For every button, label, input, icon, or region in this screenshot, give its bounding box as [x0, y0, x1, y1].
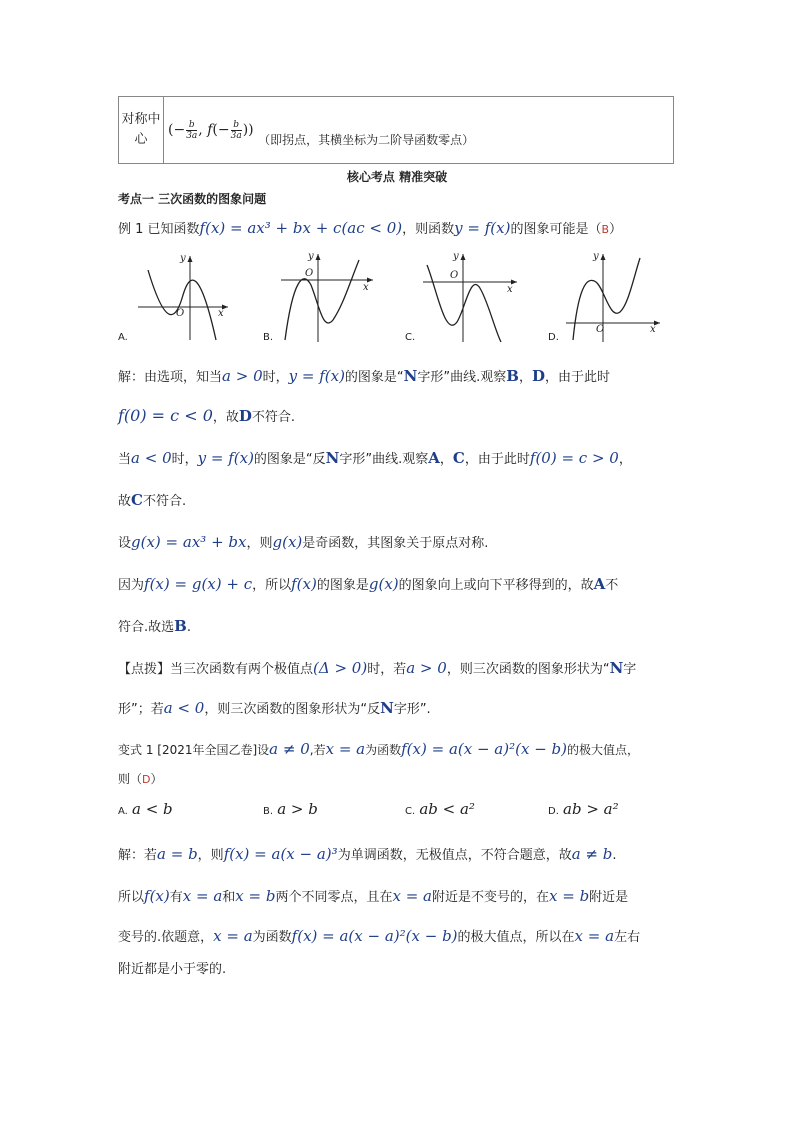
text-segment: f(0) = c > 0 — [529, 449, 619, 467]
text-segment: 字形”. — [393, 702, 431, 717]
table-header-line1: 对称中 — [121, 112, 161, 127]
variant1-answer: D — [142, 773, 151, 786]
example1-prefix: 例 1 已知函数 — [118, 222, 200, 237]
text-segment: 解：若 — [118, 848, 158, 863]
text-segment: 字形”曲线.观察 — [339, 452, 429, 467]
solution-line-4 — [118, 490, 186, 509]
text-segment: A — [593, 575, 606, 593]
example1-function: f(x) = ax³ + bx + c(ac < 0) — [199, 219, 403, 237]
text-segment: . — [612, 848, 617, 863]
variant1-options — [118, 800, 678, 822]
text-segment: ，由于此时 — [464, 452, 530, 467]
text-segment: x = a — [574, 927, 615, 945]
text-segment: a < 0 — [131, 449, 172, 467]
text-segment: a = b — [157, 845, 198, 863]
graph-c — [405, 250, 535, 346]
text-segment: ，由于此时 — [544, 370, 610, 385]
text-segment: B — [506, 367, 519, 385]
text-segment: f(0) = c < 0 — [118, 406, 213, 425]
text-segment: g(x) — [272, 533, 303, 551]
svg-text:O: O — [176, 308, 185, 319]
text-segment: 解：由选项，知当 — [118, 370, 223, 385]
text-segment: A — [428, 449, 440, 467]
text-segment: 不符合. — [251, 410, 296, 425]
variant1-option-b — [263, 800, 318, 818]
text-segment: N — [325, 449, 340, 467]
example1-mid: ，则函数 — [402, 222, 455, 237]
solution-line-6 — [118, 574, 618, 593]
solution2-line-3 — [118, 926, 640, 945]
tip-line-2 — [118, 698, 431, 717]
text-segment: ab > a² — [563, 800, 619, 818]
text-segment: x = b — [235, 887, 276, 905]
text-segment: D — [531, 367, 545, 385]
tip-line-1 — [118, 658, 636, 677]
text-segment: a < b — [131, 800, 173, 818]
text-segment: x = b — [549, 887, 590, 905]
text-segment: g(x) = ax³ + bx — [131, 533, 247, 551]
text-segment: ， — [439, 452, 453, 467]
solution2-line-1 — [118, 844, 617, 863]
text-segment: 变式 1 [2021年全国乙卷]设 — [118, 743, 270, 757]
text-segment: 则（ — [118, 772, 143, 786]
text-segment: a ≠ b — [571, 845, 613, 863]
text-segment: x = a — [325, 740, 366, 758]
text-segment: 当 — [118, 452, 132, 467]
graph-d — [548, 250, 678, 346]
graph-a-label: A. — [118, 332, 128, 343]
solution-line-3 — [118, 448, 632, 467]
text-segment: ，故 — [212, 410, 239, 425]
text-segment: 是奇函数，其图象关于原点对称. — [302, 536, 489, 551]
text-segment: 时，若 — [367, 662, 407, 677]
example1-close: ） — [609, 222, 623, 237]
text-segment: f(x) = a(x − a)³ — [223, 845, 338, 863]
solution2-line-2 — [118, 886, 628, 905]
solution-line-2 — [118, 406, 295, 425]
text-segment: 附近都是小于零的. — [118, 962, 227, 977]
text-segment: a ≠ 0 — [269, 740, 310, 758]
text-segment: 变号的.依题意， — [118, 930, 214, 945]
text-segment: a > 0 — [406, 659, 447, 677]
text-segment: 的极大值点， — [566, 743, 639, 757]
text-segment: 两个不同零点，且在 — [275, 890, 393, 905]
text-segment: 故 — [118, 494, 132, 509]
variant1-option-c — [405, 800, 475, 818]
text-segment: a < 0 — [163, 699, 205, 717]
text-segment: ） — [150, 772, 163, 786]
text-segment: y = f(x) — [197, 449, 254, 467]
text-segment: 不符合. — [142, 494, 187, 509]
text-segment: ,若 — [309, 743, 326, 757]
svg-text:O: O — [596, 324, 605, 335]
text-segment: x = a — [213, 927, 253, 945]
text-segment: 为函数 — [252, 930, 292, 945]
text-segment: 因为 — [118, 578, 145, 593]
graph-b-label: B. — [263, 332, 274, 343]
text-segment: ，则 — [246, 536, 273, 551]
text-segment: B. — [263, 806, 274, 817]
graph-a — [118, 250, 248, 346]
variant1-question — [118, 740, 639, 758]
svg-text:x: x — [218, 308, 224, 319]
text-segment: 有 — [169, 890, 183, 905]
svg-text:x: x — [363, 282, 369, 293]
text-segment: (Δ > 0) — [313, 659, 368, 677]
example1-function2: y = f(x) — [454, 219, 511, 237]
text-segment: x = a — [392, 887, 432, 905]
text-segment: D. — [548, 806, 559, 817]
text-segment: 的极大值点，所以在 — [457, 930, 575, 945]
text-segment: 的图象是“反 — [253, 452, 326, 467]
text-segment: N — [609, 659, 624, 677]
text-segment: 符合.故选 — [118, 620, 175, 635]
graph-c-label: C. — [405, 332, 416, 343]
table-header-cell — [119, 97, 164, 164]
text-segment: 【点拨】当三次函数有两个极值点 — [118, 662, 314, 677]
text-segment: f(x) — [291, 575, 317, 593]
text-segment: a > b — [277, 800, 318, 818]
solution-line-7 — [118, 616, 191, 635]
graph-d-label: D. — [548, 332, 559, 343]
text-segment: N — [403, 367, 418, 385]
text-segment: 的图象向上或向下平移得到的，故 — [398, 578, 594, 593]
svg-text:y: y — [180, 253, 186, 264]
text-segment: a > 0 — [222, 367, 263, 385]
text-segment: . — [186, 620, 191, 635]
text-segment: 设 — [118, 536, 132, 551]
svg-text:x: x — [507, 284, 513, 295]
table-content-cell — [164, 97, 674, 164]
variant1-choice-prompt — [118, 770, 163, 787]
solution2-line-4 — [118, 958, 226, 977]
section-title: 核心考点 精准突破 — [346, 170, 448, 184]
symmetry-formula: (− $\frac{b}{3a}$ , f(− $\frac{b}{3a}$ )) — [168, 119, 254, 141]
text-segment: x = a — [182, 887, 223, 905]
variant1-option-d — [548, 800, 619, 818]
text-segment: 为函数 — [365, 743, 402, 757]
table-header-line2: 心 — [134, 132, 148, 147]
text-segment: ， — [518, 370, 532, 385]
text-segment: ， — [618, 452, 632, 467]
example1-suffix: 的图象可能是（ — [510, 222, 602, 237]
text-segment: ，所以 — [252, 578, 292, 593]
text-segment: 所以 — [118, 890, 145, 905]
svg-text:O: O — [450, 270, 459, 281]
text-segment: f(x) = a(x − a)²(x − b) — [401, 740, 567, 758]
text-segment: f(x) — [144, 887, 170, 905]
graph-options — [118, 250, 678, 346]
text-segment: 时， — [171, 452, 198, 467]
text-segment: f(x) = a(x − a)²(x − b) — [291, 927, 458, 945]
text-segment: 和 — [222, 890, 236, 905]
text-segment: D — [238, 407, 252, 425]
text-segment: ab < a² — [419, 800, 475, 818]
text-segment: 字形”曲线.观察 — [417, 370, 507, 385]
graph-b — [263, 250, 393, 346]
svg-text:y: y — [593, 251, 599, 262]
text-segment: ，则 — [197, 848, 224, 863]
example1-question — [118, 218, 622, 237]
svg-text:x: x — [650, 324, 656, 335]
text-segment: 的图象是“ — [344, 370, 404, 385]
text-segment: A. — [118, 806, 128, 817]
svg-text:y: y — [308, 251, 314, 262]
symmetry-note: （即拐点，其横坐标为二阶导函数零点） — [258, 133, 475, 147]
solution-line-1 — [118, 366, 610, 385]
text-segment: 形”；若 — [118, 702, 164, 717]
text-segment: ，则三次函数的图象形状为“ — [446, 662, 610, 677]
solution-line-5 — [118, 532, 488, 551]
text-segment: y = f(x) — [288, 367, 345, 385]
text-segment: f(x) = g(x) + c — [144, 575, 253, 593]
example1-answer: B — [601, 223, 610, 236]
text-segment: C — [452, 449, 465, 467]
svg-text:O: O — [305, 268, 314, 279]
text-segment: 左右 — [614, 930, 641, 945]
topic-title: 考点一 三次函数的图象问题 — [118, 192, 267, 206]
text-segment: 附近是 — [589, 890, 629, 905]
text-segment: 字 — [623, 662, 637, 677]
text-segment: 的图象是 — [316, 578, 369, 593]
text-segment: 时， — [262, 370, 289, 385]
text-segment: 附近是不变号的，在 — [431, 890, 549, 905]
text-segment: ，则三次函数的图象形状为“反 — [204, 702, 381, 717]
text-segment: B — [174, 617, 187, 635]
text-segment: 不 — [605, 578, 619, 593]
svg-text:y: y — [453, 251, 459, 262]
text-segment: 为单调函数，无极值点，不符合题意，故 — [337, 848, 572, 863]
text-segment: g(x) — [368, 575, 399, 593]
text-segment: C — [131, 491, 143, 509]
variant1-option-a — [118, 800, 173, 818]
text-segment: N — [380, 699, 394, 717]
text-segment: C. — [405, 806, 416, 817]
symmetry-center-table — [118, 96, 674, 164]
